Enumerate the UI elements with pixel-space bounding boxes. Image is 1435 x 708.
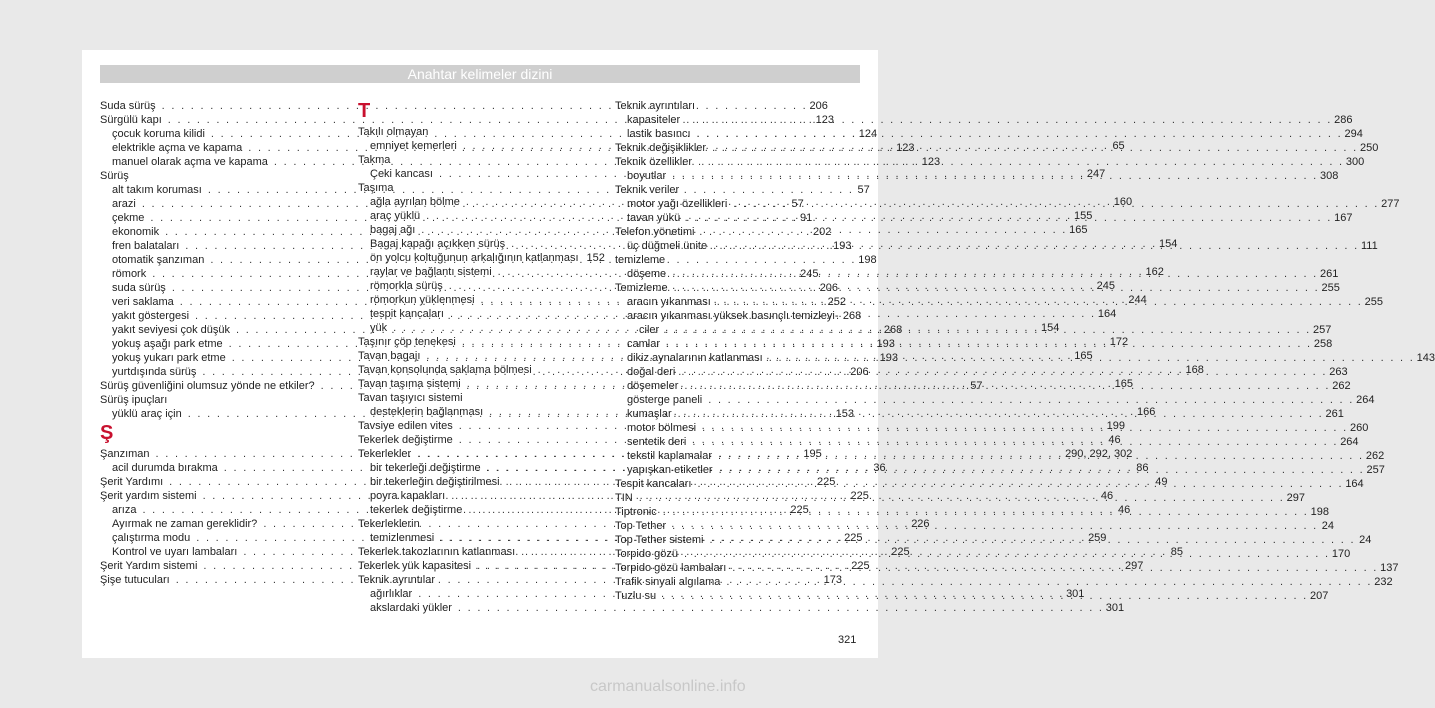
page-reference: 301 [1105,602,1125,614]
dot-leader [684,379,1330,393]
index-term: Tavan taşıma sistemi [358,378,461,390]
index-term: Sürüş [100,170,129,182]
index-term: Torpido gözü [615,548,678,560]
dot-leader [681,365,1327,379]
page-reference: 137 [1380,562,1399,574]
index-term: Şanzıman [100,448,150,460]
index-term: Teknik ayrıntılar [358,574,436,586]
index-term: Tekerleklerin [358,518,420,530]
dot-leader [662,589,1308,603]
page-reference: 308 [1320,170,1339,182]
index-term: Tekerlek takozlarının katlanması [358,546,516,558]
index-term: dikiz aynalarının katlanması [627,352,763,364]
dot-leader [698,155,1344,169]
page-reference: 206 [850,366,869,378]
page-reference: 264 [1356,394,1375,406]
index-term: raylar ve bağlantı sistemi [370,266,492,278]
index-term: sentetik deri [627,436,687,448]
page-reference: 167 [1334,212,1353,224]
page-reference: 85 [1170,546,1184,558]
index-term: motor yağı özellikleri [627,198,728,210]
index-entry [358,391,601,405]
index-term: ön yolcu koltuğunun arkalığının katlanması [370,252,579,264]
index-term: Bagaj kapağı açıkken sürüş [370,238,506,250]
index-term: Tavan konsolunda saklama bölmesi [358,364,532,376]
page-reference: 261 [1325,408,1344,420]
page-reference: 247 [1086,168,1106,180]
index-term: Suda sürüş [100,100,156,112]
page-reference: 36 [873,462,886,474]
index-term: desteklerin bağlanması [370,406,484,418]
index-term: motor bölmesi [627,422,697,434]
index-entry [615,575,1393,589]
page-reference: 250 [1359,142,1379,154]
index-term: manuel olarak açma ve kapama [112,156,268,168]
page-reference: 226 [911,518,930,530]
page-reference: 172 [1109,336,1129,348]
dot-leader [732,561,1378,575]
index-term: Şişe tutucuları [100,574,170,586]
index-term: boyutlar [627,170,667,182]
page-reference: 264 [1340,436,1359,448]
index-term: fren balataları [112,240,180,252]
index-term: yük [370,322,388,334]
page-reference: 46 [1108,434,1121,446]
page-reference: 297 [1124,560,1144,572]
index-entry [358,125,601,139]
page-reference: 259 [1088,532,1107,544]
page-reference: 257 [1366,464,1385,476]
page-reference: 160 [1113,196,1133,208]
index-term: yakıt göstergesi [112,310,190,322]
dot-leader [726,575,1372,589]
dot-leader [458,601,1104,615]
index-term: Şerit Yardım sistemi [100,560,198,572]
index-term: tekstil kaplamalar [627,450,712,462]
page-reference: 262 [1365,450,1385,462]
index-term: Şerit Yardımı [100,476,164,488]
dot-leader [639,491,1285,505]
index-term: akslardaki yükler [370,602,452,614]
index-term: kapasiteler [627,114,681,126]
page-reference: 225 [850,490,869,502]
page-reference: 255 [1364,296,1383,308]
page-header-title: Anahtar kelimeler dizini [100,65,860,83]
page-reference: 225 [817,476,836,488]
page-reference: 286 [1334,114,1353,126]
page-reference: 193 [876,338,895,350]
index-term: elektrikle açma ve kapama [112,142,243,154]
page-reference: 143 [1416,352,1435,364]
dot-leader [769,351,1415,365]
index-term: Telefon yönetimi [615,226,695,238]
index-section-letter: T [358,100,371,122]
page-reference: 123 [815,114,834,126]
page-reference: 257 [1313,324,1332,336]
index-term: Taşıma [358,182,394,194]
page-reference: 46 [1117,504,1131,516]
index-term: Tuzlu su [615,590,657,602]
index-term: Şerit yardım sistemi [100,490,197,502]
index-term: veri saklama [112,296,174,308]
index-term: doğal deri [627,366,676,378]
index-term: TIN [615,492,633,504]
index-term: Sürüş ipuçları [100,394,168,406]
watermark: carmanualsonline.info [590,678,746,695]
page-reference: 297 [1286,492,1305,504]
dot-leader [697,477,1343,491]
index-term: döşeme [627,268,667,280]
index-entry [100,393,343,407]
index-entry [358,181,601,195]
page-reference: 206 [809,100,828,112]
page-reference: 268 [883,324,903,336]
page-reference: 152 [586,252,605,264]
index-term: Takma [358,154,391,166]
dot-leader [686,211,1332,225]
index-term: acil durumda bırakma [112,462,218,474]
page-reference: 154 [1041,322,1060,334]
index-term: Sürüş güvenliğini olumsuz yönde ne etkiler? [100,380,315,392]
index-entry [358,153,601,167]
index-subentry [615,393,1375,407]
page-reference: 245 [1096,280,1115,292]
index-term: aracın yıkanması yüksek basınçlı temizleyi- [627,310,839,322]
index-term: bir tekerleği değiştirme [370,462,481,474]
index-subentry [358,251,605,265]
index-term: Top Tether [615,520,667,532]
dot-leader [713,239,1359,253]
page-reference: 290, 292, 302 [1065,448,1133,460]
page-reference: 57 [970,380,983,392]
page-reference: 245 [800,268,819,280]
page-reference: 193 [833,240,852,252]
dot-leader [663,505,1309,519]
dot-leader [665,323,1311,337]
index-entry [100,169,343,183]
dot-leader [686,113,1332,127]
dot-leader [733,197,1379,211]
dot-leader [672,519,1318,533]
index-term: Tiptronic [615,506,657,518]
page-reference: 199 [1106,420,1126,432]
index-term: ağla ayrılan bölme [370,196,460,208]
page-reference: 123 [896,142,915,154]
page-reference: 155 [1074,210,1093,222]
index-term: Tavan bagajı [358,350,421,362]
index-term: Tavsiye edilen vites [358,420,453,432]
index-subentry [358,601,1125,615]
index-term: emniyet kemerleri [370,140,457,152]
page-reference: 198 [1310,506,1330,518]
index-term: Torpido gözü lambaları [615,562,727,574]
page-reference: 165 [1069,224,1088,236]
dot-leader [674,281,1320,295]
index-term: Tekerlekler [358,448,412,460]
page-reference: 86 [1136,462,1149,474]
page-number: 321 [838,634,857,646]
dot-leader [684,547,1330,561]
page-reference: 166 [1137,406,1156,418]
index-term: poyra kapakları [370,490,446,502]
index-term: yapışkan etiketler [627,464,713,476]
page-reference: 252 [827,296,846,308]
page-reference: 198 [858,254,877,266]
page-reference: 202 [812,226,832,238]
index-term: otomatik şanzıman [112,254,205,266]
index-term: ağırlıklar [370,588,413,600]
page-reference: 255 [1321,282,1340,294]
index-term: alt takım koruması [112,184,202,196]
index-term: Kontrol ve uyarı lambaları [112,546,238,558]
page-reference: 195 [803,448,822,460]
page-reference: 268 [842,310,862,322]
index-term: araç yüklü [370,210,421,222]
page-reference: 277 [1381,198,1400,210]
index-term: çalıştırma modu [112,532,191,544]
index-term: Trafik sinyali algılama [615,576,721,588]
page-reference: 153 [835,408,854,420]
index-entry [615,253,858,267]
index-term: Teknik değişiklikler [615,142,707,154]
page-reference: 170 [1331,548,1351,560]
index-term: camlar [627,338,661,350]
index-term: üç düğmeli ünite [627,240,708,252]
index-term: Tekerlek yük kapasitesi [358,560,472,572]
page-reference: 207 [1310,590,1329,602]
page-reference: 65 [1112,140,1125,152]
page-reference: 262 [1332,380,1351,392]
index-term: yokuş yukarı park etme [112,352,226,364]
index-term: Teknik veriler [615,184,680,196]
dot-leader [672,267,1318,281]
index-term: ciler [639,324,660,336]
index-term: Taşınır çöp tenekesi [358,336,456,348]
dot-leader [678,407,1324,421]
index-term: temizleme [615,254,666,266]
page-reference: 244 [1128,294,1147,306]
index-term: ekonomik [112,226,160,238]
index-term: döşemeler [627,380,679,392]
page-reference: 232 [1374,576,1393,588]
index-term: gösterge paneli [627,394,703,406]
page-reference: 300 [1345,156,1365,168]
page-reference: 206 [819,282,839,294]
index-term: tespit kancaları [370,308,444,320]
page-reference: 173 [823,574,842,586]
dot-leader [712,141,1358,155]
page-reference: 164 [1345,478,1364,490]
page-reference: 46 [1100,490,1114,502]
page-reference: 193 [879,352,898,364]
page-reference: 111 [1360,240,1378,252]
page-reference: 225 [844,532,863,544]
index-term: bir tekerleğin değiştirilmesi [370,476,500,488]
index-term: Tavan taşıyıcı sistemi [358,392,463,404]
page-reference: 57 [857,184,870,196]
index-term: römorkla sürüş [370,280,443,292]
index-term: yokuş aşağı park etme [112,338,223,350]
index-term: Çeki kancası [370,168,433,180]
index-term: çekme [112,212,145,224]
index-term: aracın yıkanması [627,296,711,308]
index-entry [615,225,858,239]
page-reference: 165 [1114,378,1133,390]
page-reference: 91 [800,212,813,224]
index-term: tavan yükü [627,212,681,224]
page-reference: 154 [1159,238,1178,250]
index-subentry [615,113,1353,127]
index-term: yurtdışında sürüş [112,366,197,378]
index-term: Teknik ayrıntıları [615,100,696,112]
index-term: Tespit kancaları [615,478,692,490]
page-reference: 225 [891,546,910,558]
index-term: Ayırmak ne zaman gereklidir? [112,518,258,530]
page-reference: 123 [921,156,941,168]
index-term: arıza [112,504,137,516]
index-term: Takılı olmayan [358,126,429,138]
page-reference: 124 [858,128,878,140]
page-reference: 263 [1329,366,1348,378]
page-reference: 162 [1145,266,1164,278]
index-term: Teknik özellikler [615,156,693,168]
dot-leader [718,449,1364,463]
page-reference: 24 [1359,534,1372,546]
page-reference: 261 [1320,268,1339,280]
index-entry [358,517,601,531]
index-term: Top Tether sistemi [615,534,704,546]
page-reference: 260 [1349,422,1369,434]
page-reference: 294 [1344,128,1363,140]
index-term: römork [112,268,147,280]
dot-leader [709,533,1355,547]
dot-leader [672,169,1318,183]
page-reference: 49 [1155,476,1168,488]
index-subentry [615,309,858,323]
index-entry [615,99,858,113]
page-reference: 164 [1097,308,1117,320]
dot-leader [717,295,1363,309]
dot-leader [697,127,1343,141]
page-reference: 258 [1313,338,1333,350]
index-term: Sürgülü kapı [100,114,162,126]
index-term: suda sürüş [112,282,166,294]
index-entry [358,573,601,587]
dot-leader [702,421,1348,435]
page-reference: 225 [851,560,870,572]
dot-leader [666,337,1312,351]
page-reference: 24 [1321,520,1335,532]
index-term: arazi [112,198,136,210]
index-section-letter: Ş [100,422,114,444]
index-term: yakıt seviyesi çok düşük [112,324,230,336]
index-term: römorkun yüklenmesi [370,294,475,306]
index-term: bagaj ağı [370,224,416,236]
index-term: tekerlek değiştirme [370,504,463,516]
dot-leader [708,393,1354,407]
index-term: lastik basıncı [627,128,691,140]
index-term: temizlenmesi [370,532,435,544]
page-reference: 57 [791,198,804,210]
page-reference: 168 [1185,364,1204,376]
index-term: çocuk koruma kilidi [112,128,205,140]
index-term: Temizleme [615,282,668,294]
index-term: yüklü araç için [112,408,182,420]
index-entry [615,183,858,197]
index-term: Tekerlek değiştirme [358,434,453,446]
page-reference: 225 [790,504,809,516]
dot-leader [719,463,1365,477]
page-reference: 165 [1074,350,1093,362]
page-reference: 301 [1066,588,1085,600]
index-term: kumaşlar [627,408,672,420]
dot-leader [692,435,1338,449]
